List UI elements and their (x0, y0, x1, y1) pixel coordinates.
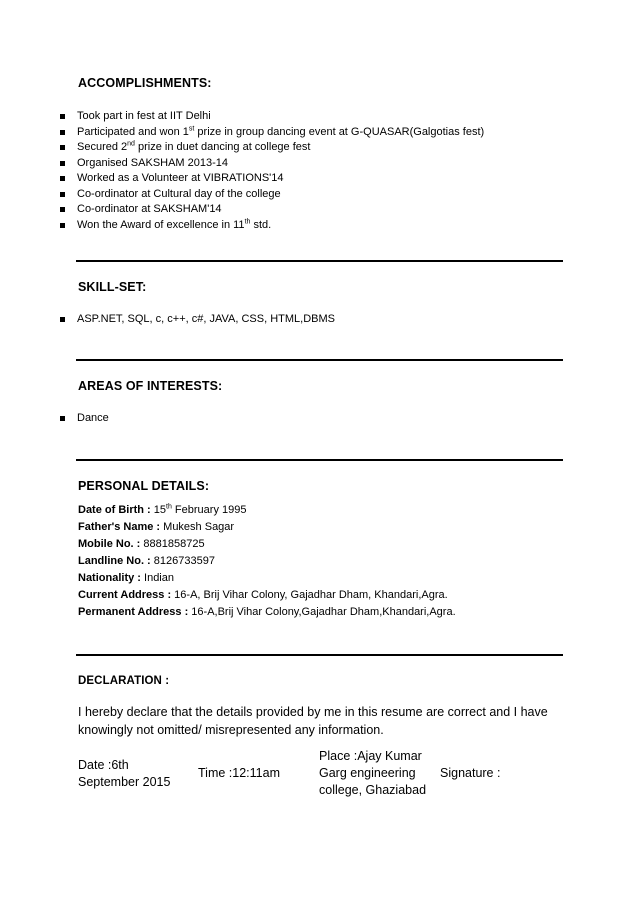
accomplishments-list (58, 109, 484, 233)
list-item (58, 411, 109, 427)
nationality-value: Indian (144, 572, 174, 584)
permanent-address-value: 16-A,Brij Vihar Colony,Gajadhar Dham,Khandari,Agra. (191, 606, 456, 618)
ordinal-suffix: th (244, 217, 251, 225)
father-label: Father's Name : (78, 521, 164, 533)
list-item (58, 171, 484, 187)
bullet-square-icon (60, 223, 65, 228)
declaration-text: I hereby declare that the details provided by me in this resume are correct and I have knowingly not omitted/ misrepresented any information. (78, 705, 548, 737)
permanent-address-row (78, 604, 456, 621)
landline-label: Landline No. : (78, 555, 154, 567)
dob-label: Date of Birth : (78, 504, 154, 516)
mobile-value: 8881858725 (143, 538, 205, 550)
dob-day: 15 (153, 504, 167, 516)
mobile-row (78, 536, 456, 553)
declaration-signature: Signature : (440, 766, 501, 780)
skills-list (58, 312, 335, 328)
list-item (58, 156, 484, 172)
interests-list (58, 411, 109, 427)
interests-heading: AREAS OF INTERESTS: (78, 379, 223, 393)
list-item-text-cont: prize in duet dancing at college fest (134, 141, 311, 153)
bullet-square-icon (60, 416, 65, 421)
current-address-label: Current Address : (78, 589, 175, 601)
list-item-text: Took part in fest at IIT Delhi (77, 110, 211, 122)
landline-value: 8126733597 (153, 555, 215, 567)
mobile-label: Mobile No. : (78, 538, 144, 550)
bullet-square-icon (60, 130, 65, 135)
landline-row (78, 553, 456, 570)
ordinal-suffix: nd (127, 140, 135, 148)
list-item-text: Organised SAKSHAM 2013-14 (77, 156, 229, 169)
bullet-square-icon (60, 145, 65, 150)
bullet-square-icon (60, 161, 65, 166)
bullet-square-icon (60, 192, 65, 197)
list-item (58, 218, 484, 234)
dob-rest: February 1995 (171, 504, 247, 516)
father-row (78, 519, 456, 536)
list-item-text: Won the Award of excellence in 11 (77, 218, 245, 231)
section-divider (76, 260, 563, 262)
list-item (58, 125, 484, 141)
list-item (58, 140, 484, 156)
permanent-address-label: Permanent Address : (78, 606, 192, 618)
dob-row (78, 502, 456, 519)
bullet-square-icon (60, 207, 65, 212)
bullet-square-icon (60, 176, 65, 181)
declaration-place: Place :Ajay Kumar Garg engineering college, Ghaziabad (319, 749, 427, 797)
section-divider (76, 459, 563, 461)
list-item-text-cont: std. (250, 218, 272, 231)
nationality-label: Nationality : (78, 572, 145, 584)
list-item-text-cont: prize in group dancing event at G-QUASAR(Galgotias fest) (194, 125, 485, 138)
list-item (58, 312, 335, 328)
list-item-text: Secured 2 (77, 141, 128, 153)
current-address-row (78, 587, 456, 604)
nationality-row (78, 570, 456, 587)
ordinal-suffix: st (188, 124, 195, 132)
accomplishments-heading: ACCOMPLISHMENTS: (78, 76, 212, 90)
skills-heading: SKILL-SET: (78, 280, 147, 294)
declaration-footer (78, 748, 548, 800)
list-item-text: Participated and won 1 (77, 125, 189, 138)
list-item-text: Co-ordinator at Cultural day of the college (77, 187, 281, 200)
personal-heading: PERSONAL DETAILS: (78, 479, 210, 493)
current-address-value: 16-A, Brij Vihar Colony, Gajadhar Dham, Khandari,Agra. (174, 589, 448, 601)
list-item-text: Dance (77, 412, 109, 424)
list-item (58, 187, 484, 203)
bullet-square-icon (60, 114, 65, 119)
list-item (58, 109, 484, 125)
list-item (58, 202, 484, 218)
section-divider (76, 359, 563, 361)
list-item-text: ASP.NET, SQL, c, c++, c#, JAVA, CSS, HTML,DBMS (77, 313, 335, 325)
list-item-text: Co-ordinator at SAKSHAM'14 (77, 203, 222, 215)
bullet-square-icon (60, 317, 65, 322)
declaration-date: Date :6th September 2015 (78, 758, 171, 789)
father-value: Mukesh Sagar (163, 521, 235, 533)
declaration-heading: DECLARATION : (78, 675, 170, 687)
personal-details (78, 502, 456, 621)
list-item-text: Worked as a Volunteer at VIBRATIONS'14 (77, 172, 284, 184)
section-divider (76, 654, 563, 656)
declaration-time: Time :12:11am (198, 766, 280, 780)
dob-suffix: th (166, 503, 172, 511)
